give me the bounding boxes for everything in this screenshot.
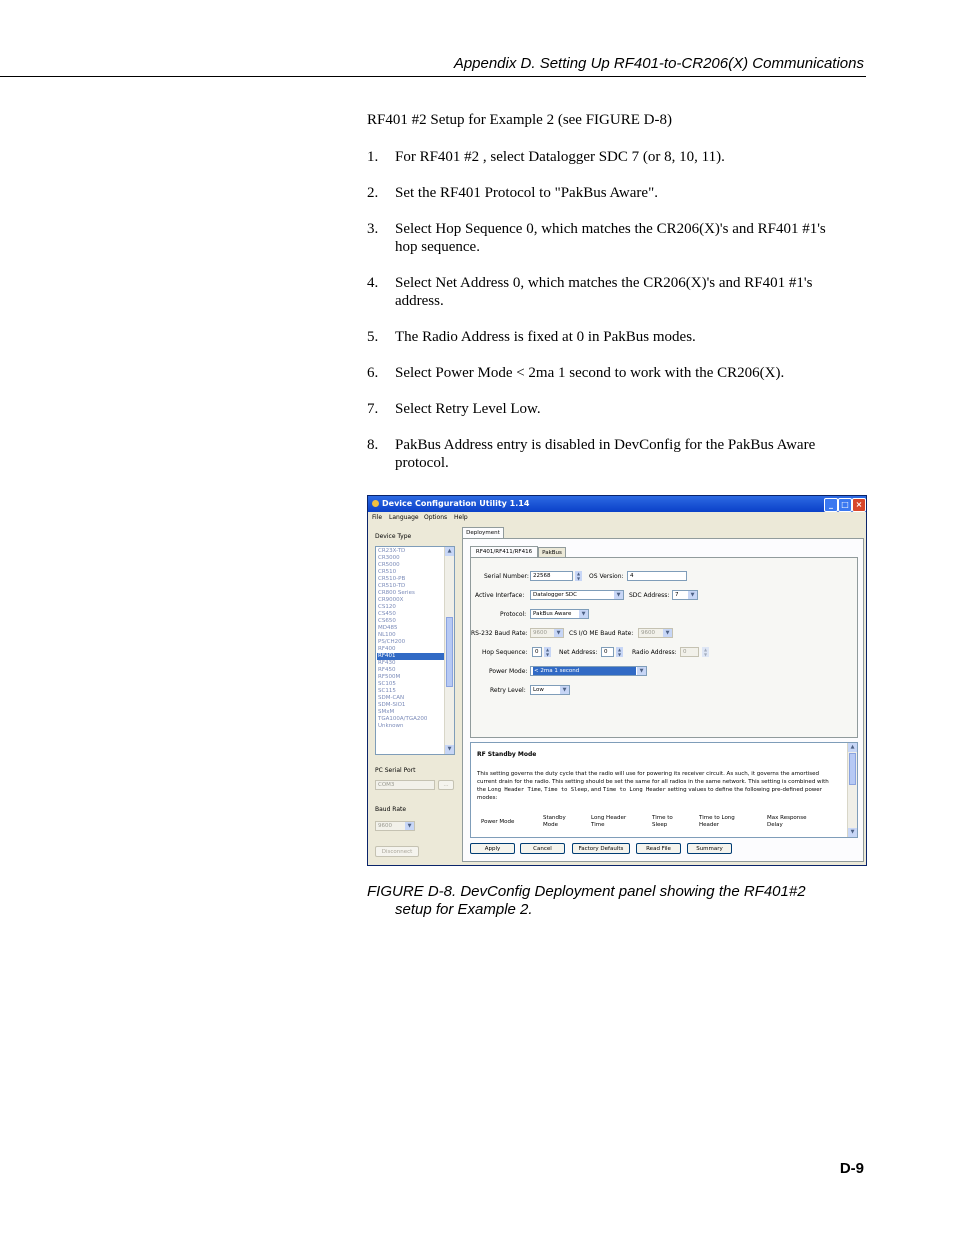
active-interface-label: Active Interface: xyxy=(475,592,525,599)
baud-rate-value: 9600 xyxy=(378,823,392,829)
list-item[interactable]: SC105 xyxy=(378,681,396,687)
apply-button[interactable]: Apply xyxy=(470,843,515,854)
radio-address-spinner-icon[interactable]: ▲ ▼ xyxy=(703,647,708,657)
scroll-thumb[interactable] xyxy=(446,617,453,687)
step-text: Select Retry Level Low. xyxy=(395,401,541,417)
list-item[interactable]: SMxM xyxy=(378,709,395,715)
list-item[interactable]: CR9000X xyxy=(378,597,404,603)
help-column-label: Header xyxy=(699,822,720,828)
list-item[interactable]: RF430 xyxy=(378,660,396,666)
help-column-label: Power Mode xyxy=(481,819,515,825)
help-code: Long Header Time xyxy=(487,787,541,793)
help-scrollbar[interactable] xyxy=(847,743,857,837)
rs232-baud-label: RS-232 Baud Rate: xyxy=(471,630,528,637)
scroll-thumb[interactable] xyxy=(849,753,856,785)
list-item[interactable]: PS/CH200 xyxy=(378,639,406,645)
step-list xyxy=(367,148,847,490)
step-item xyxy=(367,400,847,418)
serial-number-spinner-icon[interactable]: ▲ ▼ xyxy=(576,571,581,581)
step-item xyxy=(367,148,847,166)
help-heading: RF Standby Mode xyxy=(477,751,537,758)
help-column-header xyxy=(767,815,807,829)
list-item[interactable]: CS120 xyxy=(378,604,396,610)
help-column-label: Long Header xyxy=(591,815,627,821)
os-version-label: OS Version: xyxy=(589,573,624,580)
help-column-header xyxy=(699,815,735,829)
cancel-button[interactable]: Cancel xyxy=(520,843,565,854)
minimize-icon[interactable]: _ xyxy=(824,498,838,512)
sdc-address-select[interactable] xyxy=(672,590,698,600)
list-item[interactable]: CR3000 xyxy=(378,555,400,561)
step-item xyxy=(367,328,847,346)
pc-serial-port-field[interactable] xyxy=(375,780,435,790)
scroll-down-icon[interactable]: ▼ xyxy=(445,745,454,754)
csio-baud-select[interactable] xyxy=(638,628,673,638)
step-text: PakBus Address entry is disabled in DevConfig for the PakBus Aware protocol. xyxy=(395,437,816,471)
csio-baud-label: CS I/O ME Baud Rate: xyxy=(569,630,634,637)
chevron-down-icon: ▼ xyxy=(560,686,569,694)
section-intro: RF401 #2 Setup for Example 2 (see FIGURE D-8) xyxy=(367,112,672,128)
sdc-address-value: 7 xyxy=(675,592,679,598)
list-item[interactable]: CR5000 xyxy=(378,562,400,568)
tab-deployment[interactable]: Deployment xyxy=(462,527,504,540)
device-type-list[interactable] xyxy=(375,546,455,755)
window-title: Device Configuration Utility 1.14 xyxy=(382,499,530,508)
help-text: , and xyxy=(587,787,603,793)
chevron-down-icon: ▼ xyxy=(405,822,414,830)
power-mode-value: < 2ma 1 second xyxy=(533,667,636,676)
protocol-value: PakBus Aware xyxy=(533,611,572,617)
list-item[interactable]: SC115 xyxy=(378,688,396,694)
step-number: 8. xyxy=(367,437,379,453)
radio-address-value: 0 xyxy=(683,649,687,655)
rs232-baud-select[interactable] xyxy=(530,628,564,638)
serial-number-value: 22568 xyxy=(533,573,551,579)
step-number: 3. xyxy=(367,221,379,237)
scroll-down-icon[interactable]: ▼ xyxy=(848,828,857,837)
step-number: 7. xyxy=(367,401,379,417)
page-number: D-9 xyxy=(839,1160,864,1177)
help-paragraph xyxy=(477,770,832,802)
help-column-label: Time to Long xyxy=(699,815,735,821)
step-item xyxy=(367,364,847,382)
step-item xyxy=(367,436,847,472)
device-list-scrollbar[interactable] xyxy=(444,547,454,754)
net-address-spinner-icon[interactable]: ▲ ▼ xyxy=(617,647,622,657)
protocol-select[interactable] xyxy=(530,609,589,619)
step-text: For RF401 #2 , select Datalogger SDC 7 (or 8, 10, 11). xyxy=(395,149,725,165)
caption-line: setup for Example 2. xyxy=(395,901,533,918)
browse-button[interactable]: ... xyxy=(438,780,454,790)
radio-address-field[interactable] xyxy=(680,647,699,657)
menu-file[interactable]: File xyxy=(372,514,383,521)
menu-options[interactable]: Options xyxy=(424,514,448,521)
step-text: Select Hop Sequence 0, which matches the CR206(X)'s and RF401 #1's hop sequence. xyxy=(395,221,826,255)
tab-rf401[interactable]: RF401/RF411/RF416 xyxy=(470,546,538,559)
list-item[interactable]: CR510-TD xyxy=(378,583,406,589)
os-version-field xyxy=(627,571,687,581)
radio-address-label: Radio Address: xyxy=(632,649,677,656)
scroll-up-icon[interactable]: ▲ xyxy=(445,547,454,556)
serial-number-field[interactable] xyxy=(530,571,573,581)
help-code: Time to Sleep xyxy=(544,787,588,793)
active-interface-value: Datalogger SDC xyxy=(533,592,577,598)
list-item[interactable]: RF500M xyxy=(378,674,401,680)
step-number: 1. xyxy=(367,149,379,165)
step-item xyxy=(367,274,847,310)
list-item[interactable]: TGA100A/TGA200 xyxy=(378,716,428,722)
app-icon xyxy=(372,500,379,507)
list-item[interactable]: CR800 Series xyxy=(378,590,415,596)
hop-sequence-field[interactable] xyxy=(532,647,542,657)
header-rule xyxy=(0,76,866,77)
chevron-down-icon: ▼ xyxy=(637,667,646,675)
list-item[interactable]: SDM-SIO1 xyxy=(378,702,406,708)
devconfig-window xyxy=(367,495,867,866)
help-text: , xyxy=(540,787,545,793)
sdc-address-label: SDC Address: xyxy=(629,592,670,599)
csio-baud-value: 9600 xyxy=(641,630,655,636)
help-text: setting values to define the following pre-defined power modes: xyxy=(477,787,822,801)
list-item[interactable]: SDM-CAN xyxy=(378,695,405,701)
help-column-label: Max Response xyxy=(767,815,807,821)
active-interface-select[interactable] xyxy=(530,590,624,600)
help-code: Time to Long Header xyxy=(602,787,666,793)
help-panel xyxy=(470,742,858,838)
baud-rate-select[interactable] xyxy=(375,821,415,831)
read-file-button[interactable]: Read File xyxy=(636,843,681,854)
pc-serial-port-label: PC Serial Port xyxy=(375,767,416,774)
step-text: Select Power Mode < 2ma 1 second to work with the CR206(X). xyxy=(395,365,785,381)
step-item xyxy=(367,220,847,256)
list-item[interactable]: NL100 xyxy=(378,632,396,638)
hop-sequence-spinner-icon[interactable]: ▲ ▼ xyxy=(545,647,550,657)
caption-line: FIGURE D-8. DevConfig Deployment panel showing the RF401#2 xyxy=(367,883,806,900)
help-column-label: Time to xyxy=(652,815,673,821)
list-item[interactable]: CR510 xyxy=(378,569,397,575)
help-column-header xyxy=(481,819,514,826)
figure-caption xyxy=(367,883,847,919)
help-column-label: Time xyxy=(591,822,605,828)
step-text: The Radio Address is fixed at 0 in PakBus modes. xyxy=(395,329,696,345)
os-version-value: 4 xyxy=(630,573,634,579)
menu-language[interactable]: Language xyxy=(389,514,419,521)
tab-pakbus[interactable]: PakBus xyxy=(538,547,566,559)
help-column-label: Sleep xyxy=(652,822,668,828)
chevron-down-icon: ▼ xyxy=(614,591,623,599)
step-number: 4. xyxy=(367,275,379,291)
help-column-label: Delay xyxy=(767,822,783,828)
disconnect-button[interactable]: Disconnect xyxy=(375,846,419,857)
step-text: Select Net Address 0, which matches the CR206(X)'s and RF401 #1's address. xyxy=(395,275,813,309)
power-mode-select[interactable] xyxy=(530,666,647,676)
device-type-label: Device Type xyxy=(375,533,412,540)
retry-level-select[interactable] xyxy=(530,685,570,695)
menu-help[interactable]: Help xyxy=(454,514,468,521)
factory-defaults-button[interactable]: Factory Defaults xyxy=(572,843,630,854)
retry-level-value: Low xyxy=(533,687,544,693)
help-column-label: Standby xyxy=(543,815,566,821)
hop-sequence-label: Hop Sequence: xyxy=(482,649,528,656)
list-item[interactable]: CR510-PB xyxy=(378,576,406,582)
rs232-baud-value: 9600 xyxy=(533,630,547,636)
scroll-up-icon[interactable]: ▲ xyxy=(848,743,857,752)
retry-level-label: Retry Level: xyxy=(490,687,526,694)
help-text: This setting governs the duty cycle that the radio will use for powering its receiver circuit. As such, it governs the amortised current drain for the radio. This setting should be set the same for all radios in the same network. This setting is combined with the xyxy=(477,771,829,793)
help-column-header xyxy=(652,815,673,829)
step-number: 2. xyxy=(367,185,379,201)
settings-panel xyxy=(470,557,858,738)
list-item[interactable]: CS650 xyxy=(378,618,396,624)
page-header-title: Appendix D. Setting Up RF401-to-CR206(X) Communications xyxy=(453,55,864,72)
net-address-field[interactable] xyxy=(601,647,614,657)
window-titlebar xyxy=(368,496,866,512)
close-icon[interactable]: × xyxy=(852,498,866,512)
help-column-label: Mode xyxy=(543,822,558,828)
net-address-label: Net Address: xyxy=(559,649,598,656)
step-number: 6. xyxy=(367,365,379,381)
chevron-down-icon: ▼ xyxy=(579,610,588,618)
chevron-down-icon: ▼ xyxy=(554,629,563,637)
summary-button[interactable]: Summary xyxy=(687,843,732,854)
chevron-down-icon: ▼ xyxy=(663,629,672,637)
list-item-selected[interactable]: RF401 xyxy=(377,653,444,660)
step-number: 5. xyxy=(367,329,379,345)
serial-number-label: Serial Number: xyxy=(484,573,529,580)
list-item[interactable]: CS450 xyxy=(378,611,396,617)
pc-serial-port-value: COM3 xyxy=(378,782,395,788)
chevron-down-icon: ▼ xyxy=(688,591,697,599)
baud-rate-label: Baud Rate xyxy=(375,806,407,813)
list-item[interactable]: RF400 xyxy=(378,646,396,652)
help-column-header xyxy=(591,815,626,829)
list-item[interactable]: RF450 xyxy=(378,667,396,673)
maximize-icon[interactable]: □ xyxy=(838,498,852,512)
list-item[interactable]: Unknown xyxy=(378,723,404,729)
net-address-value: 0 xyxy=(604,649,608,655)
hop-sequence-value: 0 xyxy=(535,649,539,655)
help-column-header xyxy=(543,815,566,829)
list-item[interactable]: CR23X-TD xyxy=(378,548,406,554)
step-text: Set the RF401 Protocol to "PakBus Aware". xyxy=(395,185,658,201)
protocol-label: Protocol: xyxy=(500,611,527,618)
power-mode-label: Power Mode: xyxy=(489,668,528,675)
list-item[interactable]: MD485 xyxy=(378,625,398,631)
step-item xyxy=(367,184,847,202)
